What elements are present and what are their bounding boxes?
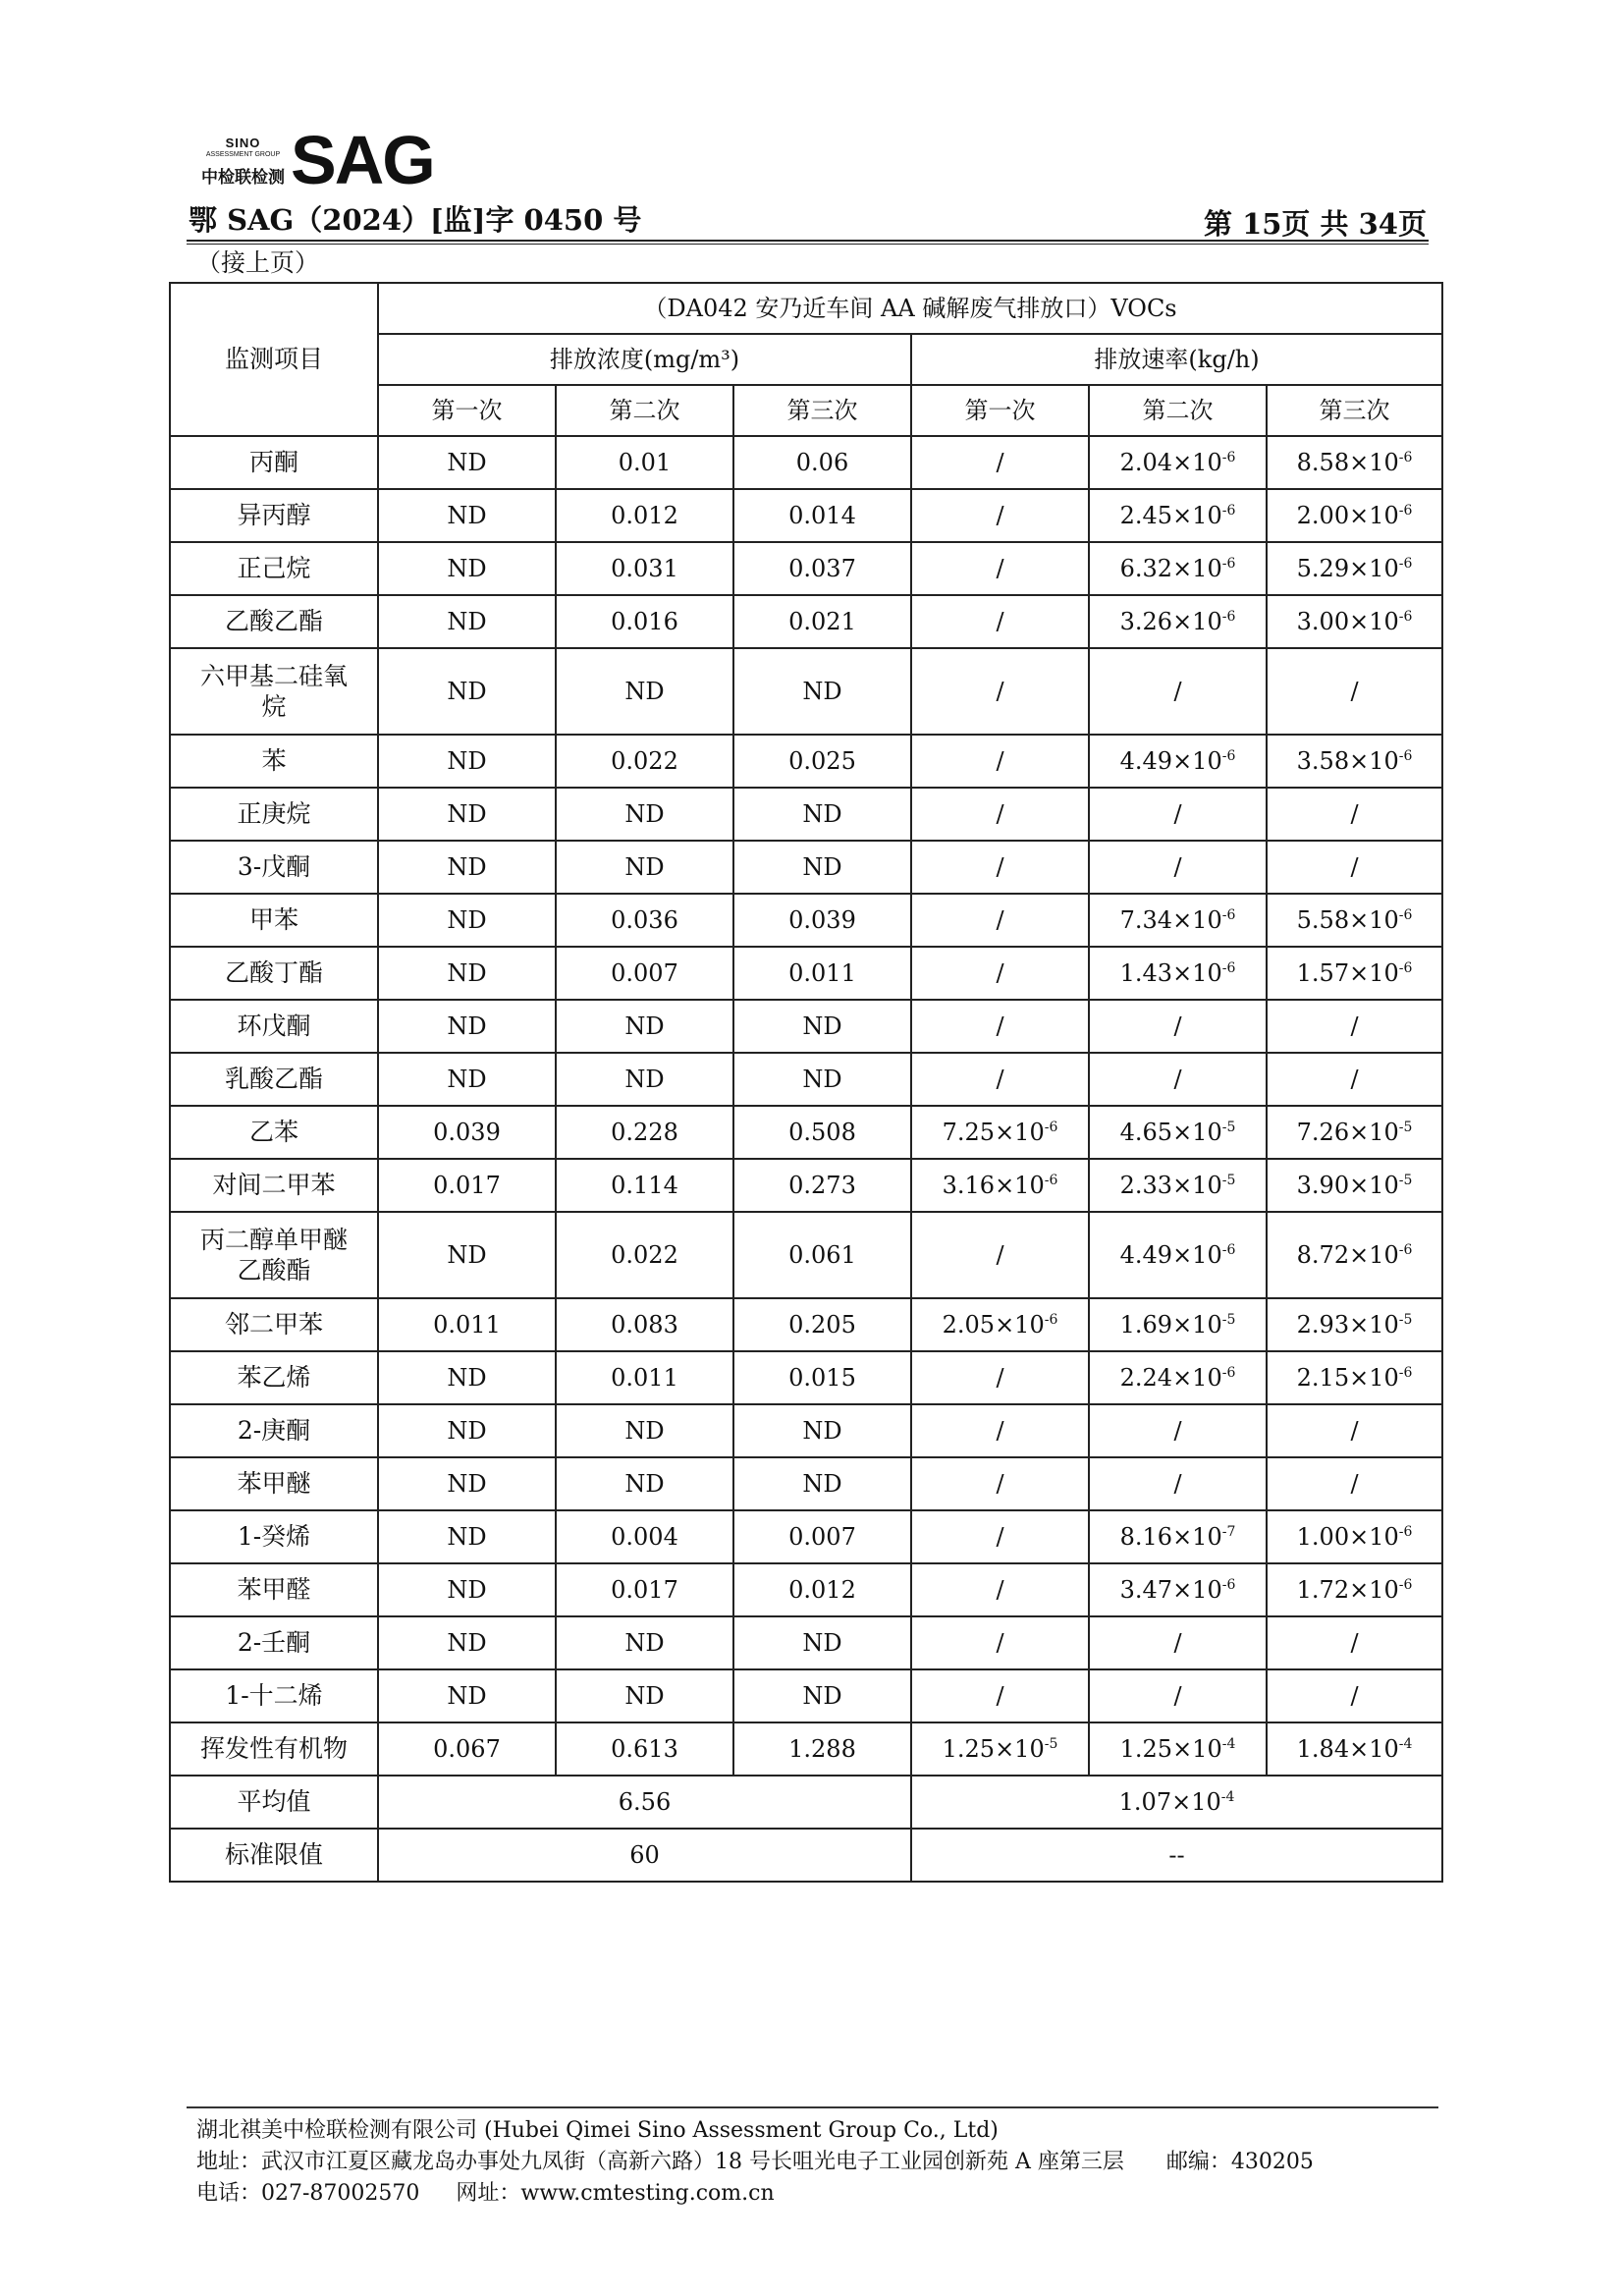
limit-label: 标准限值 (170, 1829, 378, 1882)
concentration-value: ND (733, 1457, 911, 1510)
concentration-value: ND (733, 1000, 911, 1053)
concentration-value: ND (733, 1616, 911, 1669)
concentration-value: 0.017 (378, 1159, 556, 1212)
rate-value: $4.49\times 10^{-6}$ (1089, 735, 1267, 788)
item-name: 3-戊酮 (170, 841, 378, 894)
concentration-value: 0.011 (556, 1351, 733, 1404)
table-row (170, 1457, 1442, 1510)
rate-value: / (1267, 1669, 1442, 1722)
concentration-value: ND (556, 1053, 733, 1106)
concentration-value: 0.114 (556, 1159, 733, 1212)
concentration-value: ND (556, 1457, 733, 1510)
item-name: 乙酸乙酯 (170, 595, 378, 648)
footer-company: 湖北祺美中检联检测有限公司 (Hubei Qimei Sino Assessment Group Co., Ltd) (196, 2118, 999, 2143)
concentration-value: ND (378, 1212, 556, 1298)
concentration-value: ND (378, 648, 556, 735)
concentration-value: 0.031 (556, 542, 733, 595)
item-name: 六甲基二硅氧烷 (170, 648, 378, 735)
rate-run-2: 第二次 (1089, 385, 1267, 436)
concentration-value: 0.067 (378, 1722, 556, 1776)
concentration-value: 0.016 (556, 595, 733, 648)
logo-sino: SINO (225, 136, 261, 150)
table-title: （DA042 安乃近车间 AA 碱解废气排放口）VOCs (378, 283, 1442, 334)
rate-value: $2.33\times 10^{-5}$ (1089, 1159, 1267, 1212)
item-name: 丙酮 (170, 436, 378, 489)
rate-value: $1.43\times 10^{-6}$ (1089, 947, 1267, 1000)
concentration-value: 0.037 (733, 542, 911, 595)
rate-value: / (1089, 1457, 1267, 1510)
concentration-value: 0.007 (556, 947, 733, 1000)
voc-table (169, 282, 1443, 1883)
table-row (170, 542, 1442, 595)
rate-value: / (1089, 1000, 1267, 1053)
rate-value: / (1089, 788, 1267, 841)
rate-value: / (1089, 1669, 1267, 1722)
rate-value: / (911, 735, 1089, 788)
concentration-value: ND (556, 648, 733, 735)
rate-value: $2.24\times 10^{-6}$ (1089, 1351, 1267, 1404)
rate-run-3: 第三次 (1267, 385, 1442, 436)
rate-value: / (911, 542, 1089, 595)
concentration-value: ND (378, 1000, 556, 1053)
rate-value: $7.26\times 10^{-5}$ (1267, 1106, 1442, 1159)
rate-value: $1.25\times 10^{-5}$ (911, 1722, 1089, 1776)
rate-value: $8.58\times 10^{-6}$ (1267, 436, 1442, 489)
concentration-value: 0.01 (556, 436, 733, 489)
concentration-value: 0.011 (733, 947, 911, 1000)
rate-value: $5.29\times 10^{-6}$ (1267, 542, 1442, 595)
rate-value: / (1089, 648, 1267, 735)
rate-value: $2.15\times 10^{-6}$ (1267, 1351, 1442, 1404)
item-name: 邻二甲苯 (170, 1298, 378, 1351)
rate-value: $1.69\times 10^{-5}$ (1089, 1298, 1267, 1351)
concentration-value: 0.014 (733, 489, 911, 542)
table-row (170, 1298, 1442, 1351)
concentration-value: ND (378, 894, 556, 947)
concentration-value: ND (556, 1404, 733, 1457)
concentration-value: ND (378, 1669, 556, 1722)
logo-cn: 中检联检测 (201, 168, 285, 188)
concentration-value: 0.017 (556, 1563, 733, 1616)
rate-value: / (911, 1510, 1089, 1563)
rate-value: / (911, 1669, 1089, 1722)
rate-value: $3.90\times 10^{-5}$ (1267, 1159, 1442, 1212)
rate-value: / (911, 788, 1089, 841)
table-row (170, 841, 1442, 894)
rate-value: $3.47\times 10^{-6}$ (1089, 1563, 1267, 1616)
average-concentration: 6.56 (378, 1776, 911, 1829)
rate-value: / (911, 595, 1089, 648)
conc-run-2: 第二次 (556, 385, 733, 436)
rate-value: $4.49\times 10^{-6}$ (1089, 1212, 1267, 1298)
rate-value: $5.58\times 10^{-6}$ (1267, 894, 1442, 947)
rate-value: / (1267, 1053, 1442, 1106)
rate-value: / (911, 436, 1089, 489)
concentration-value: 0.06 (733, 436, 911, 489)
concentration-value: 0.039 (733, 894, 911, 947)
rate-value: / (911, 1351, 1089, 1404)
logo-group: ASSESSMENT GROUP (205, 151, 281, 158)
concentration-value: ND (733, 1669, 911, 1722)
company-logo (196, 122, 452, 198)
rate-value: / (911, 648, 1089, 735)
concentration-value: ND (378, 1510, 556, 1563)
table-row (170, 1404, 1442, 1457)
table-row (170, 1510, 1442, 1563)
concentration-value: ND (378, 1457, 556, 1510)
rate-value: / (1267, 1000, 1442, 1053)
item-name: 乙苯 (170, 1106, 378, 1159)
concentration-value: ND (556, 1616, 733, 1669)
average-row (170, 1776, 1442, 1829)
document-number: 鄂 SAG（2024）[监]字 0450 号 (189, 203, 642, 237)
concentration-value: ND (378, 1351, 556, 1404)
concentration-value: 0.015 (733, 1351, 911, 1404)
table-row (170, 1616, 1442, 1669)
table-row (170, 1722, 1442, 1776)
rate-value: $1.72\times 10^{-6}$ (1267, 1563, 1442, 1616)
table-row (170, 1669, 1442, 1722)
concentration-value: 0.012 (556, 489, 733, 542)
footer-address-text: 地址：武汉市江夏区藏龙岛办事处九凤街（高新六路）18 号长咀光电子工业园创新苑 A 座第三层 (196, 2150, 1124, 2174)
rate-value: $2.04\times 10^{-6}$ (1089, 436, 1267, 489)
table-row (170, 648, 1442, 735)
concentration-value: 0.228 (556, 1106, 733, 1159)
rate-value: / (1089, 1053, 1267, 1106)
item-name: 异丙醇 (170, 489, 378, 542)
concentration-value: 0.022 (556, 1212, 733, 1298)
item-name: 对间二甲苯 (170, 1159, 378, 1212)
concentration-value: ND (733, 788, 911, 841)
rate-value: / (1267, 1457, 1442, 1510)
concentration-value: ND (378, 595, 556, 648)
table-row (170, 489, 1442, 542)
table-row (170, 788, 1442, 841)
average-label: 平均值 (170, 1776, 378, 1829)
rate-value: / (911, 1404, 1089, 1457)
concentration-value: ND (733, 1053, 911, 1106)
concentration-value: ND (378, 1563, 556, 1616)
footer-rule (187, 2106, 1438, 2108)
item-name: 乳酸乙酯 (170, 1053, 378, 1106)
header-rule-thin (187, 244, 1429, 245)
rate-value: $1.84\times 10^{-4}$ (1267, 1722, 1442, 1776)
average-rate: $1.07\times 10^{-4}$ (911, 1776, 1442, 1829)
rate-value: $3.58\times 10^{-6}$ (1267, 735, 1442, 788)
rate-value: $3.16\times 10^{-6}$ (911, 1159, 1089, 1212)
item-name: 苯 (170, 735, 378, 788)
concentration-value: ND (556, 788, 733, 841)
rate-value: / (911, 1616, 1089, 1669)
rate-value: $7.34\times 10^{-6}$ (1089, 894, 1267, 947)
table-row (170, 1563, 1442, 1616)
logo-brand: SAG (291, 122, 434, 198)
rate-value: $3.00\times 10^{-6}$ (1267, 595, 1442, 648)
concentration-value: ND (733, 1404, 911, 1457)
concentration-value: 0.083 (556, 1298, 733, 1351)
table-row (170, 1000, 1442, 1053)
concentration-value: ND (556, 1669, 733, 1722)
item-name: 正庚烷 (170, 788, 378, 841)
table-row (170, 735, 1442, 788)
table-row (170, 1159, 1442, 1212)
concentration-value: ND (378, 1616, 556, 1669)
rate-value: / (1089, 1404, 1267, 1457)
rate-value: $6.32\times 10^{-6}$ (1089, 542, 1267, 595)
concentration-value: 0.025 (733, 735, 911, 788)
table-row (170, 947, 1442, 1000)
table-row (170, 1106, 1442, 1159)
rate-value: $2.00\times 10^{-6}$ (1267, 489, 1442, 542)
continued-note: （接上页） (196, 248, 320, 277)
footer-website: 网址：www.cmtesting.com.cn (456, 2181, 775, 2206)
limit-row (170, 1829, 1442, 1882)
concentration-value: 0.022 (556, 735, 733, 788)
conc-run-3: 第三次 (733, 385, 911, 436)
rate-value: $2.93\times 10^{-5}$ (1267, 1298, 1442, 1351)
item-name: 正己烷 (170, 542, 378, 595)
table-row (170, 595, 1442, 648)
rate-value: / (911, 1053, 1089, 1106)
concentration-value: 0.007 (733, 1510, 911, 1563)
table-row (170, 1053, 1442, 1106)
limit-rate: -- (911, 1829, 1442, 1882)
rate-value: / (1267, 1404, 1442, 1457)
concentration-value: 0.004 (556, 1510, 733, 1563)
concentration-value: 0.613 (556, 1722, 733, 1776)
table-row (170, 436, 1442, 489)
footer-postcode: 邮编：430205 (1165, 2150, 1314, 2174)
concentration-value: 0.039 (378, 1106, 556, 1159)
concentration-value: ND (378, 947, 556, 1000)
footer-address (196, 2145, 1314, 2175)
item-header: 监测项目 (170, 283, 378, 436)
concentration-value: 0.011 (378, 1298, 556, 1351)
concentration-value: ND (378, 489, 556, 542)
rate-value: / (1267, 841, 1442, 894)
concentration-value: 1.288 (733, 1722, 911, 1776)
item-name: 挥发性有机物 (170, 1722, 378, 1776)
footer-phone: 电话：027-87002570 (196, 2181, 420, 2206)
item-name: 1-癸烯 (170, 1510, 378, 1563)
rate-value: / (911, 489, 1089, 542)
concentration-value: ND (378, 542, 556, 595)
rate-value: / (911, 841, 1089, 894)
concentration-value: ND (378, 788, 556, 841)
concentration-value: ND (378, 841, 556, 894)
table-row (170, 1351, 1442, 1404)
concentration-value: ND (378, 1404, 556, 1457)
conc-run-1: 第一次 (378, 385, 556, 436)
concentration-value: 0.273 (733, 1159, 911, 1212)
rate-value: / (911, 1563, 1089, 1616)
item-name: 1-十二烯 (170, 1669, 378, 1722)
concentration-header: 排放浓度(mg/m³) (378, 334, 911, 385)
rate-value: / (911, 947, 1089, 1000)
rate-value: $8.16\times 10^{-7}$ (1089, 1510, 1267, 1563)
concentration-value: ND (733, 841, 911, 894)
concentration-value: ND (733, 648, 911, 735)
limit-concentration: 60 (378, 1829, 911, 1882)
rate-value: / (1267, 788, 1442, 841)
item-name: 丙二醇单甲醚乙酸酯 (170, 1212, 378, 1298)
page-number: 第 15页 共 34页 (1203, 207, 1427, 241)
item-name: 2-庚酮 (170, 1404, 378, 1457)
rate-value: $7.25\times 10^{-6}$ (911, 1106, 1089, 1159)
rate-value: $1.57\times 10^{-6}$ (1267, 947, 1442, 1000)
concentration-value: ND (378, 1053, 556, 1106)
item-name: 苯甲醚 (170, 1457, 378, 1510)
table-row (170, 1212, 1442, 1298)
rate-value: $8.72\times 10^{-6}$ (1267, 1212, 1442, 1298)
voc-table-body (170, 283, 1442, 1882)
rate-value: / (1267, 648, 1442, 735)
rate-value: $2.05\times 10^{-6}$ (911, 1298, 1089, 1351)
rate-value: / (911, 1000, 1089, 1053)
rate-value: $1.00\times 10^{-6}$ (1267, 1510, 1442, 1563)
concentration-value: ND (378, 436, 556, 489)
item-name: 乙酸丁酯 (170, 947, 378, 1000)
concentration-value: ND (378, 735, 556, 788)
rate-value: / (911, 894, 1089, 947)
item-name: 苯甲醛 (170, 1563, 378, 1616)
concentration-value: 0.012 (733, 1563, 911, 1616)
item-name: 环戊酮 (170, 1000, 378, 1053)
concentration-value: 0.508 (733, 1106, 911, 1159)
table-row (170, 894, 1442, 947)
rate-value: $2.45\times 10^{-6}$ (1089, 489, 1267, 542)
concentration-value: 0.061 (733, 1212, 911, 1298)
header-rule (187, 240, 1429, 242)
rate-value: / (1089, 841, 1267, 894)
rate-value: / (911, 1457, 1089, 1510)
concentration-value: 0.021 (733, 595, 911, 648)
rate-value: $1.25\times 10^{-4}$ (1089, 1722, 1267, 1776)
rate-header: 排放速率(kg/h) (911, 334, 1442, 385)
concentration-value: ND (556, 1000, 733, 1053)
footer-contact (196, 2176, 775, 2207)
rate-run-1: 第一次 (911, 385, 1089, 436)
rate-value: $3.26\times 10^{-6}$ (1089, 595, 1267, 648)
item-name: 2-壬酮 (170, 1616, 378, 1669)
item-name: 苯乙烯 (170, 1351, 378, 1404)
concentration-value: 0.036 (556, 894, 733, 947)
item-name: 甲苯 (170, 894, 378, 947)
rate-value: / (1267, 1616, 1442, 1669)
rate-value: / (911, 1212, 1089, 1298)
rate-value: / (1089, 1616, 1267, 1669)
rate-value: $4.65\times 10^{-5}$ (1089, 1106, 1267, 1159)
concentration-value: ND (556, 841, 733, 894)
concentration-value: 0.205 (733, 1298, 911, 1351)
